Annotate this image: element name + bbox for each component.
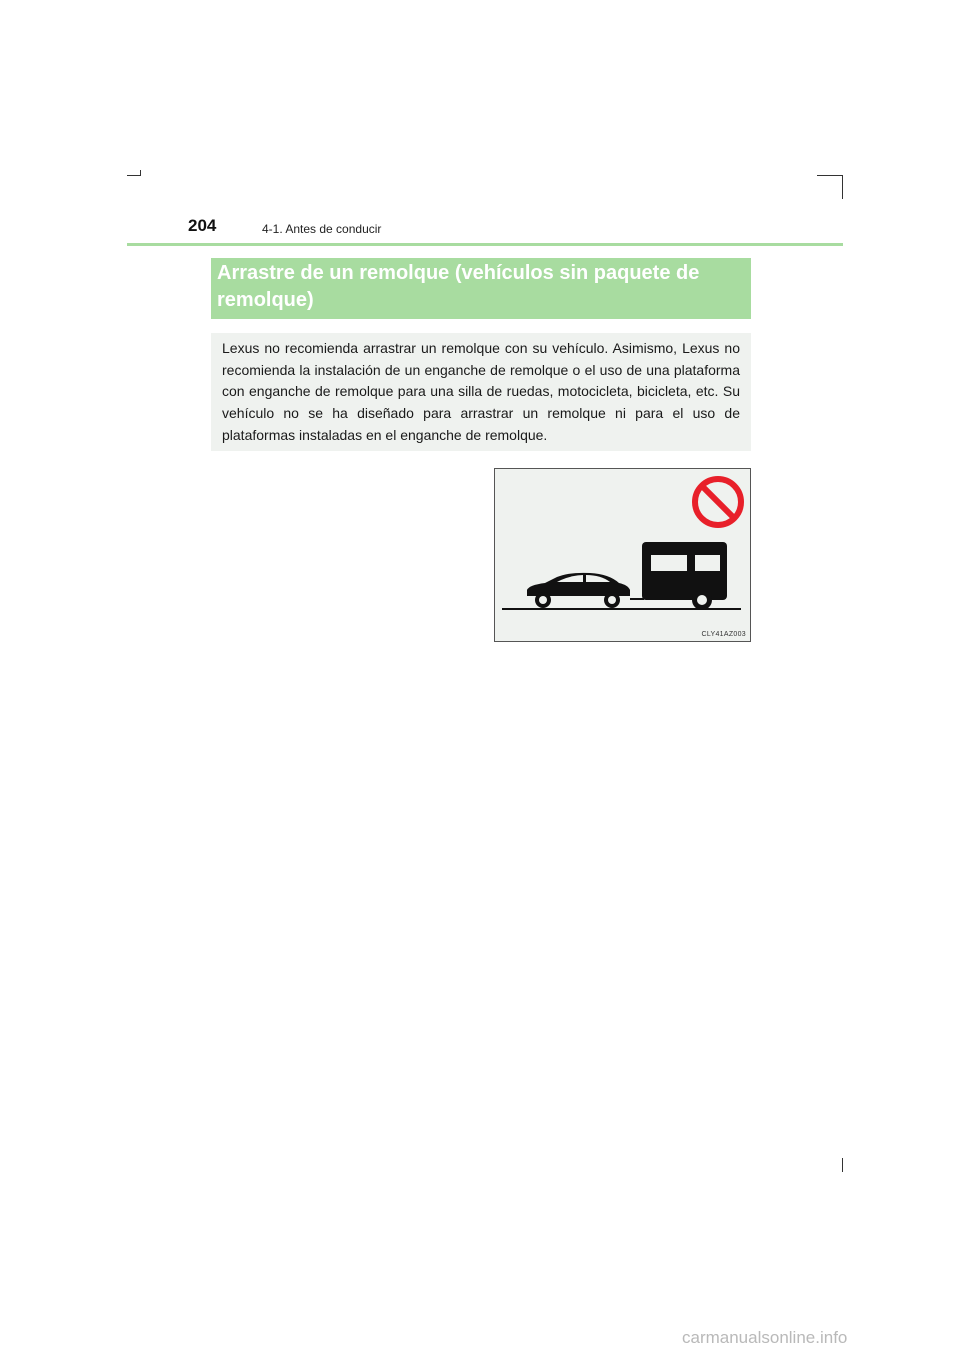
prohibited-icon [695, 479, 741, 525]
towing-illustration-svg [495, 469, 750, 641]
section-title-box [211, 258, 751, 319]
crop-mark [140, 170, 141, 175]
towing-illustration [494, 468, 751, 642]
crop-mark [817, 175, 843, 176]
section-title: Arrastre de un remolque (vehículos sin paquete de remolque) [217, 262, 700, 311]
crop-mark [127, 175, 141, 176]
crop-mark [842, 175, 843, 199]
section-body-box [211, 333, 751, 451]
figure-code: CLY41AZ003 [701, 631, 746, 638]
watermark: carmanualsonline.info [682, 1328, 848, 1347]
page-number: 204 [188, 216, 217, 235]
trailer-icon [642, 542, 727, 610]
header-rule [127, 243, 843, 246]
crop-mark [842, 1158, 843, 1172]
section-body: Lexus no recomienda arrastrar un remolque con su vehículo. Asimismo, Lexus no recomienda la instalación de un enganche de remolque o el uso de una plataforma con enganche de remolque para una silla de ruedas, motocicleta, bicicleta, etc. Su vehículo no se ha diseñado para arrastrar un remolque ni para el uso de plataformas instaladas en el enganche de remolque. [222, 340, 740, 443]
car-icon [527, 573, 630, 608]
section-reference: 4-1. Antes de conducir [262, 222, 382, 236]
